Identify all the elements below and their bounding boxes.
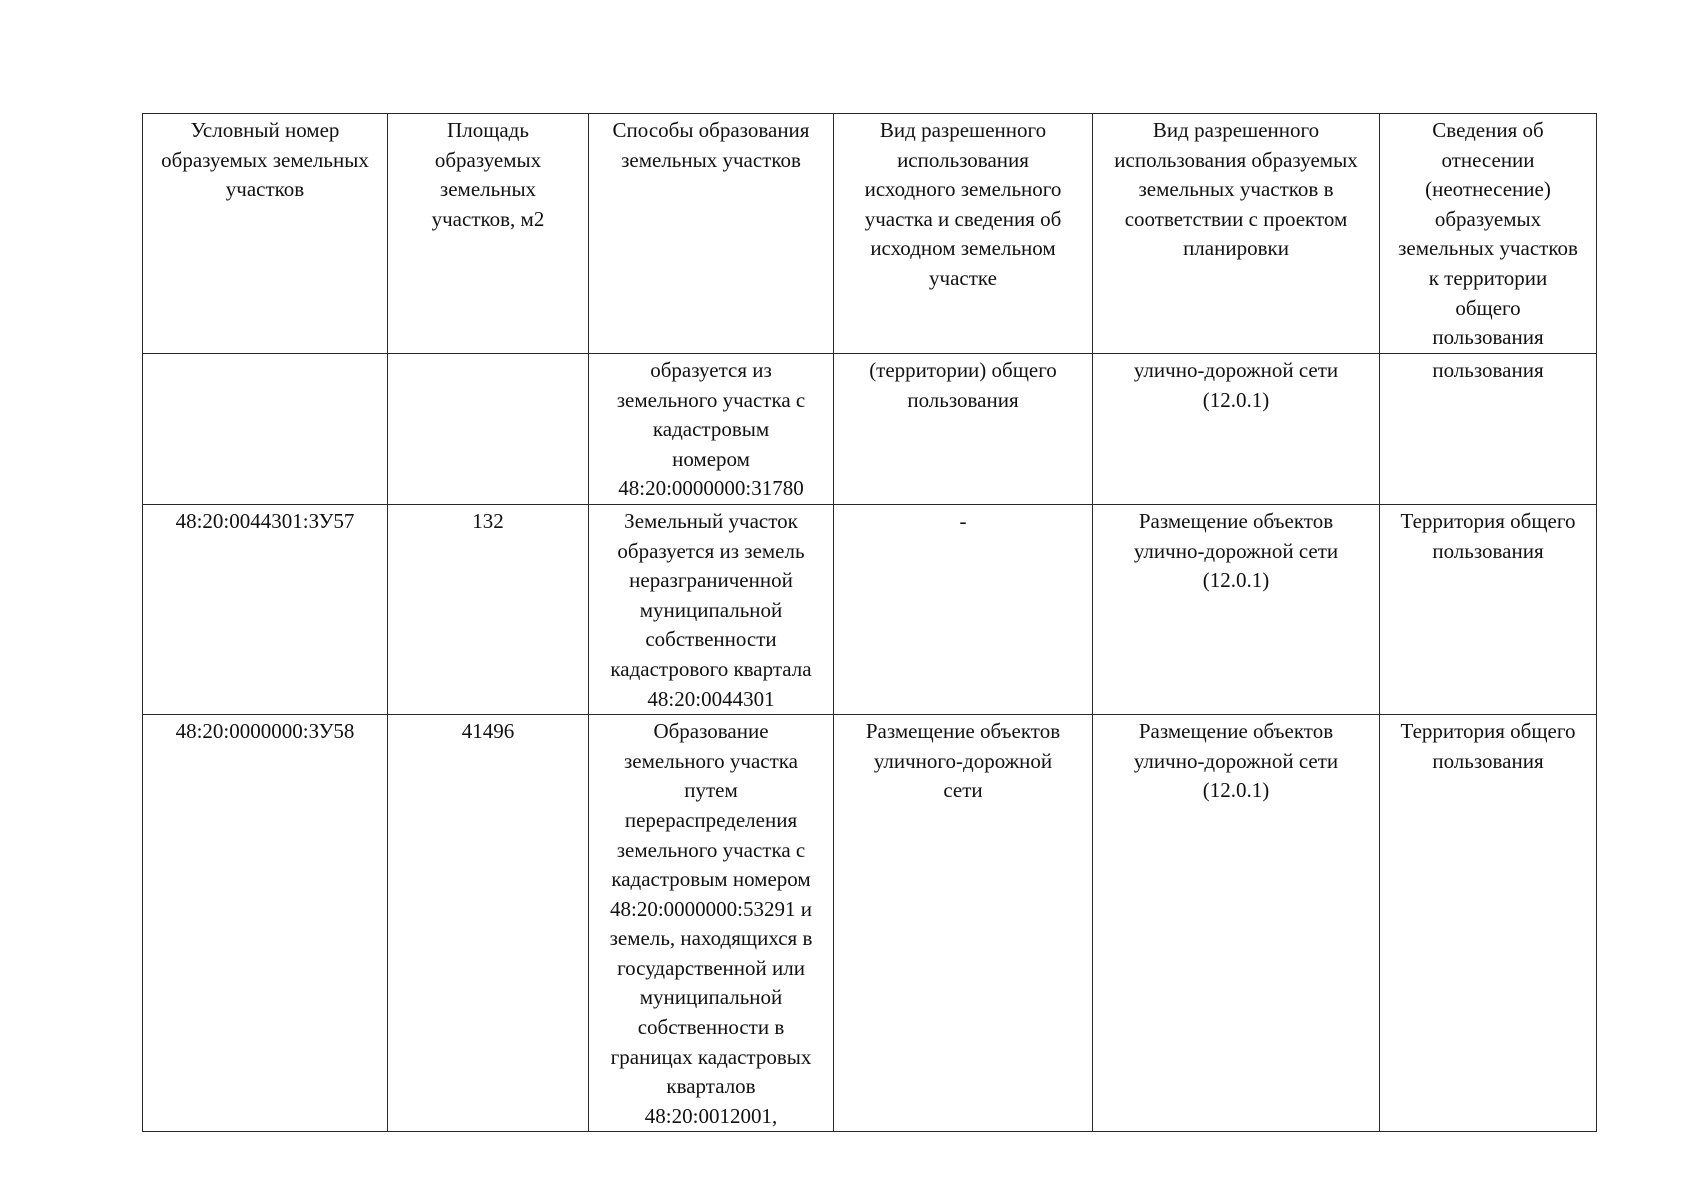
table-header-row — [143, 114, 1597, 354]
cell-plot-number: 48:20:0044301:ЗУ57 — [143, 504, 388, 714]
header-new-permitted-use: Вид разрешенного использования образуемых земельных участков в соответствии с проектом планировки — [1093, 114, 1380, 354]
cell-formation-method: образуется из земельного участка с кадастровым номером 48:20:0000000:31780 — [589, 354, 834, 505]
table-row — [143, 354, 1597, 505]
cell-plot-area: 132 — [388, 504, 589, 714]
header-plot-number: Условный номер образуемых земельных участков — [143, 114, 388, 354]
cell-plot-number: 48:20:0000000:ЗУ58 — [143, 715, 388, 1132]
cell-new-permitted-use: Размещение объектов улично-дорожной сети (12.0.1) — [1093, 715, 1380, 1132]
cell-source-permitted-use: Размещение объектов уличного-дорожной сети — [834, 715, 1093, 1132]
cell-formation-method: Земельный участок образуется из земель неразграниченной муниципальной собственности кадастрового квартала 48:20:0044301 — [589, 504, 834, 714]
land-plots-table — [142, 113, 1597, 1132]
cell-source-permitted-use: - — [834, 504, 1093, 714]
header-public-use-status: Сведения об отнесении (неотнесение) образуемых земельных участков к территории общего пользования — [1380, 114, 1597, 354]
cell-new-permitted-use: улично-дорожной сети (12.0.1) — [1093, 354, 1380, 505]
cell-public-use-status: пользования — [1380, 354, 1597, 505]
cell-plot-number — [143, 354, 388, 505]
cell-public-use-status: Территория общего пользования — [1380, 504, 1597, 714]
header-source-permitted-use: Вид разрешенного использования исходного земельного участка и сведения об исходном земельном участке — [834, 114, 1093, 354]
cell-formation-method: Образование земельного участка путем перераспределения земельного участка с кадастровым номером 48:20:0000000:53291 и земель, находящихся в государственной или муниципальной собственности в границах кадастровых кварталов 48:20:0012001, — [589, 715, 834, 1132]
cell-source-permitted-use: (территории) общего пользования — [834, 354, 1093, 505]
cell-new-permitted-use: Размещение объектов улично-дорожной сети (12.0.1) — [1093, 504, 1380, 714]
cell-plot-area: 41496 — [388, 715, 589, 1132]
table-row — [143, 504, 1597, 714]
table-row — [143, 715, 1597, 1132]
header-plot-area: Площадь образуемых земельных участков, м2 — [388, 114, 589, 354]
cell-plot-area — [388, 354, 589, 505]
cell-public-use-status: Территория общего пользования — [1380, 715, 1597, 1132]
header-formation-method: Способы образования земельных участков — [589, 114, 834, 354]
